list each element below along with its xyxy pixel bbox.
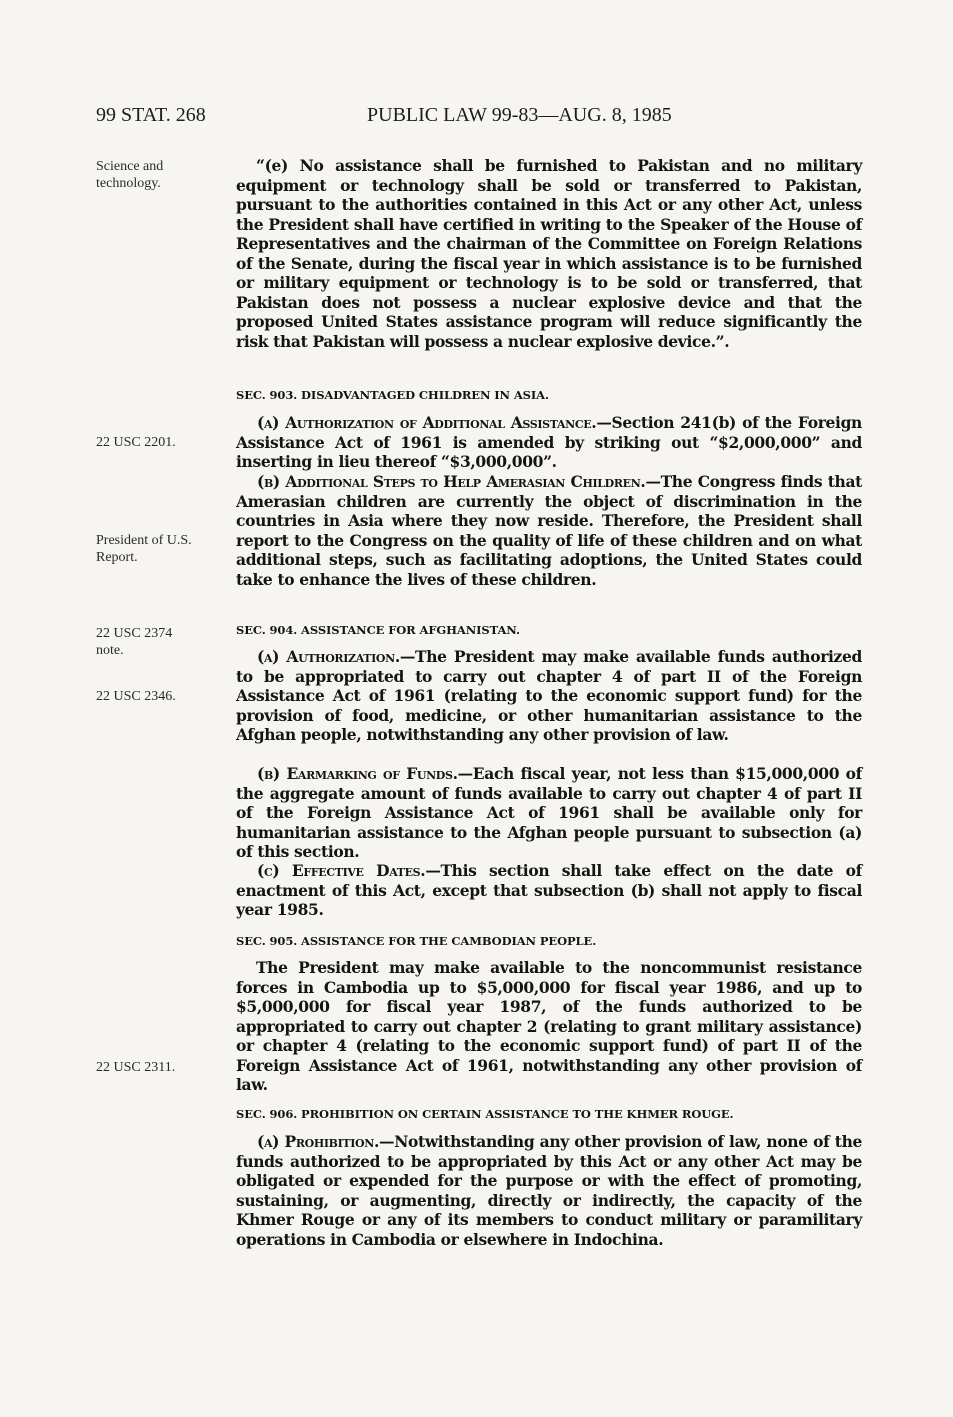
subsection-text: —This section shall take effect on the date of enactment of this Act, except that subsection (b) shall not apply to fiscal year 1985. (236, 861, 862, 919)
subsection-label: (a) Authorization of Additional Assistance. (257, 413, 597, 432)
section-906-heading (236, 1106, 862, 1122)
section-904-heading (236, 622, 862, 638)
section-904-subsection-a (236, 647, 862, 745)
section-905-text (236, 958, 862, 1095)
subsection-text: —The President may make available funds authorized to be appropriated to carry out chapter 4 of part II of the Foreign Assistance Act of 1961 (relating to the economic support fund) for the provision of food, medicine, or other humanitarian assistance to the Afghan people, notwithstanding any other provision of law. (236, 647, 862, 744)
page-header-title: PUBLIC LAW 99-83—AUG. 8, 1985 (367, 104, 672, 126)
section-903-subsection-a (236, 413, 862, 472)
subsection-label: (b) Earmarking of Funds. (257, 764, 458, 783)
section-903-heading (236, 387, 862, 403)
subsection-label: (b) Additional Steps to Help Amerasian Children. (257, 472, 646, 491)
margin-note-usc-2201: 22 USC 2201. (96, 435, 176, 450)
margin-note-president-report: President of U.S. Report. (96, 533, 192, 565)
section-905-heading (236, 933, 862, 949)
section-heading: SEC. 904. ASSISTANCE FOR AFGHANISTAN. (236, 623, 520, 637)
section-904-subsection-b (236, 764, 862, 862)
section-heading: SEC. 903. DISADVANTAGED CHILDREN IN ASIA. (236, 388, 549, 402)
paragraph-e-pakistan (236, 156, 862, 351)
section-heading: SEC. 905. ASSISTANCE FOR THE CAMBODIAN PEOPLE. (236, 934, 597, 948)
stat-page-number: 99 STAT. 268 (96, 104, 206, 126)
section-heading: SEC. 906. PROHIBITION ON CERTAIN ASSISTANCE TO THE KHMER ROUGE. (236, 1107, 734, 1121)
margin-note-usc-2346: 22 USC 2346. (96, 689, 176, 704)
subsection-text: —Notwithstanding any other provision of law, none of the funds authorized to be appropriated by this Act or any other Act may be obligated or expended for the purpose or with the effect of promoting, sustaining, or augmenting, directly or indirectly, the capacity of the Khmer Rouge or any of its members to conduct military or paramilitary operations in Cambodia or elsewhere in Indochina. (236, 1132, 862, 1249)
subsection-text: —Each fiscal year, not less than $15,000,000 of the aggregate amount of funds available to carry out chapter 4 of part II of the Foreign Assistance Act of 1961 shall be available only for humanitarian assistance to the Afghan people pursuant to subsection (a) of this section. (236, 764, 862, 861)
section-904-subsection-c (236, 861, 862, 920)
paragraph-text: “(e) No assistance shall be furnished to Pakistan and no military equipment or technology shall be sold or transferred to Pakistan, pursuant to the authorities contained in this Act or any other Act, unless the President shall have certified in writing to the Speaker of the House of Representatives and the chairman of the Committee on Foreign Relations of the Senate, during the fiscal year in which assistance is to be furnished or military equipment or technology is to be sold or transferred, that Pakistan does not possess a nuclear explosive device and that the proposed United States assistance program will reduce significantly the risk that Pakistan will possess a nuclear explosive device.”. (236, 156, 862, 351)
subsection-label: (a) Prohibition. (257, 1132, 380, 1151)
section-906-subsection-a (236, 1132, 862, 1249)
section-903-subsection-b (236, 472, 862, 589)
paragraph-text: The President may make available to the noncommunist resistance forces in Cambodia up to $5,000,000 for fiscal year 1986, and up to $5,000,000 for fiscal year 1987, of the funds authorized to be appropriated to carry out chapter 2 (relating to grant military assistance) or chapter 4 (relating to the economic support fund) of part II of the Foreign Assistance Act of 1961, notwithstanding any other provision of law. (236, 958, 862, 1094)
margin-note-usc-2311: 22 USC 2311. (96, 1060, 176, 1075)
subsection-text: —Section 241(b) of the Foreign Assistance Act of 1961 is amended by striking out “$2,000,000” and inserting in lieu thereof “$3,000,000”. (236, 413, 862, 471)
margin-note-science: Science and technology. (96, 159, 164, 191)
subsection-label: (a) Authorization. (257, 647, 400, 666)
margin-note-usc-2374: 22 USC 2374 note. (96, 626, 173, 658)
subsection-label: (c) Effective Dates. (257, 861, 426, 880)
subsection-text: —The Congress finds that Amerasian children are currently the object of discrimination in the countries in Asia where they now reside. Therefore, the President shall report to the Congress on the quality of life of these children and on what additional steps, such as facilitating adoptions, the United States could take to enhance the lives of these children. (236, 472, 862, 589)
